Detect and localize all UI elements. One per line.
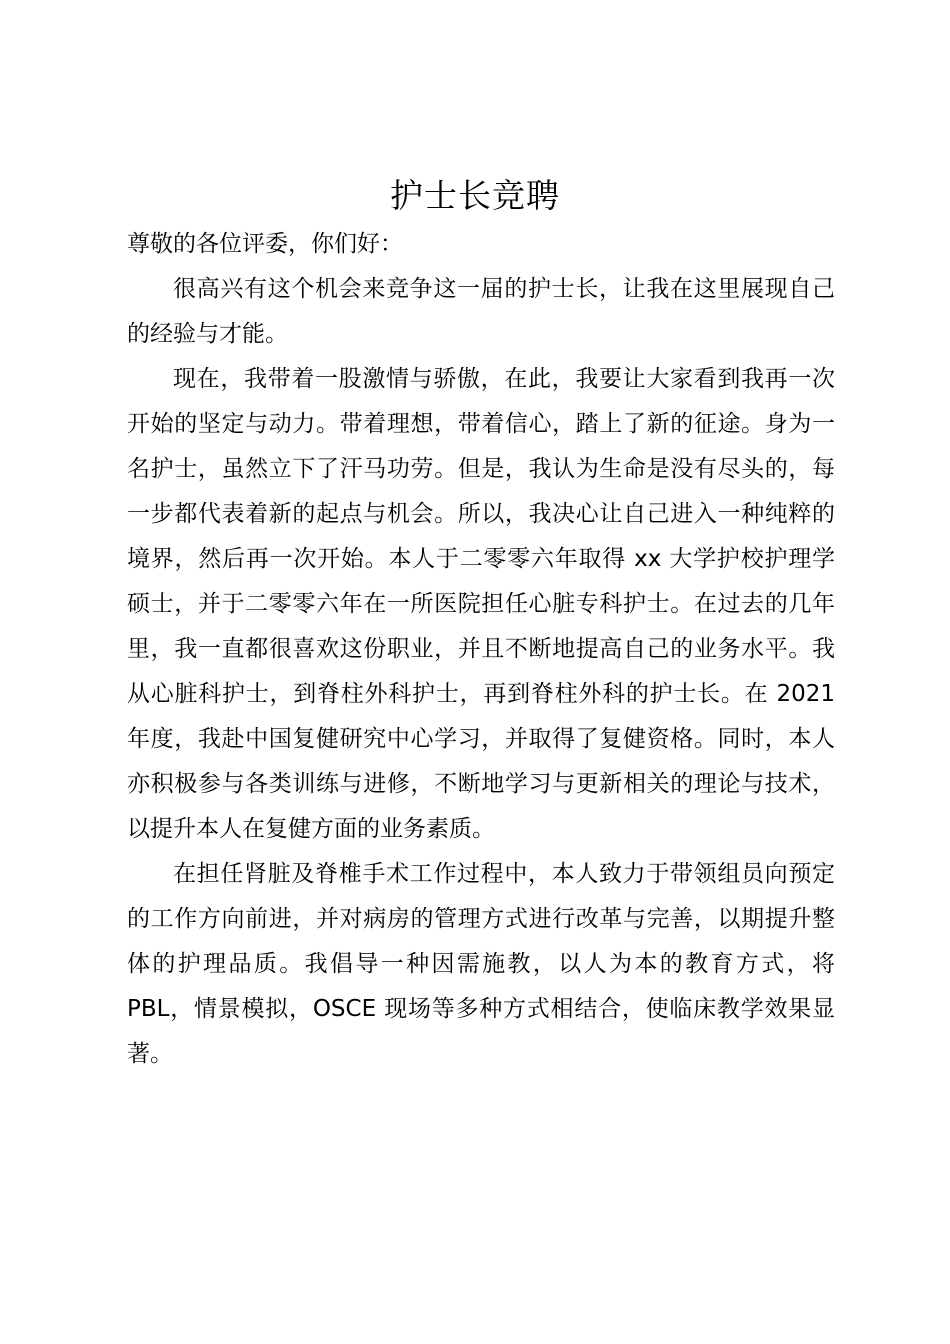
paragraph-experience: 现在，我带着一股激情与骄傲，在此，我要让大家看到我再一次开始的坚定与动力。带着理想，带着信心，踏上了新的征途。身为一名护士，虽然立下了汗马功劳。但是，我认为生命是没有尽头的，每一步都代表着新的起点与机会。所以，我决心让自己进入一种纯粹的境界，然后再一次开始。本人于二零零六年取得 xx 大学护校护理学硕士，并于二零零六年在一所医院担任心脏专科护士。在过去的几年里，我一直都很喜欢这份职业，并且不断地提高自己的业务水平。我从心脏科护士，到脊柱外科护士，再到脊柱外科的护士长。在 2021 年度，我赴中国复健研究中心学习，并取得了复健资格。同时，本人亦积极参与各类训练与进修，不断地学习与更新相关的理论与技术，以提升本人在复健方面的业务素质。 <box>127 366 835 842</box>
document-title: 护士长竞聘 <box>390 176 560 215</box>
paragraph-management: 在担任肾脏及脊椎手术工作过程中，本人致力于带领组员向预定的工作方向前进，并对病房的管理方式进行改革与完善，以期提升整体的护理品质。我倡导一种因需施教，以人为本的教育方式，将 PBL，情景模拟，OSCE 现场等多种方式相结合，使临床教学效果显著。 <box>127 861 835 1067</box>
document-body <box>127 222 835 1077</box>
salutation: 尊敬的各位评委，你们好： <box>127 231 403 257</box>
paragraph-intro: 很高兴有这个机会来竞争这一届的护士长，让我在这里展现自己的经验与才能。 <box>127 276 835 347</box>
